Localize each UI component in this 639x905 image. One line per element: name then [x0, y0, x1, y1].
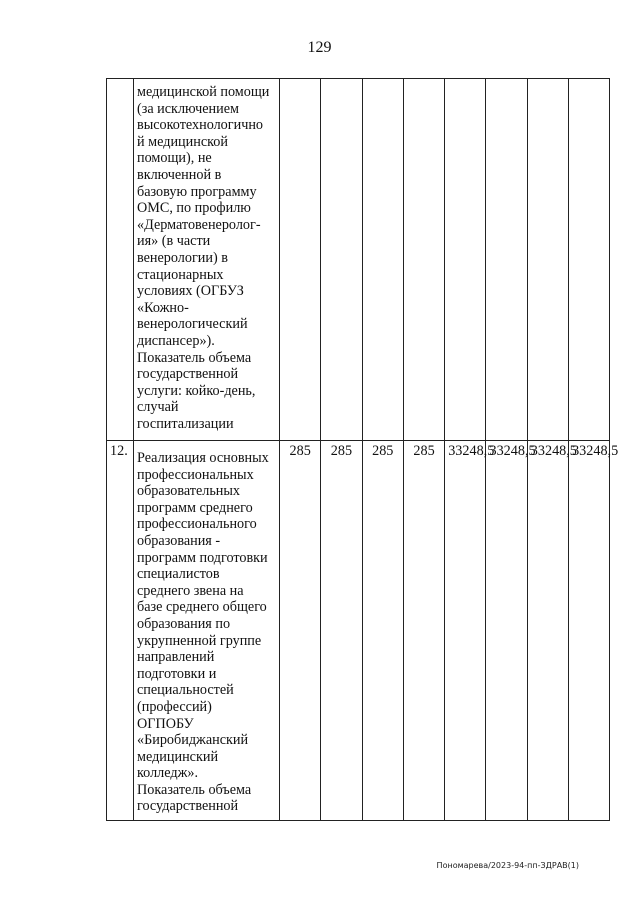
description-line: среднего звена на — [137, 582, 244, 599]
description-line: направлений — [137, 649, 215, 666]
description-line: подготовки и — [137, 665, 217, 682]
description-line: образовательных — [137, 483, 241, 500]
description-line: медицинский — [137, 748, 219, 765]
description-line: (за исключением — [137, 100, 239, 117]
description-line: (профессий) — [137, 698, 212, 715]
row-number — [107, 79, 134, 441]
description-line: государственной — [137, 366, 239, 383]
description-line: венерологический — [137, 316, 248, 333]
value-cell — [569, 79, 610, 441]
value-cell: 33248,5 — [486, 441, 527, 821]
value-cell: 33248,5 — [527, 441, 568, 821]
value-cell: 33248,5 — [445, 441, 486, 821]
row-number: 12. — [107, 441, 134, 821]
value-cell — [403, 79, 444, 441]
value-cell: 285 — [362, 441, 403, 821]
description-line: Показатель объема — [137, 349, 252, 366]
description-line: случай — [137, 399, 179, 416]
value-cell — [362, 79, 403, 441]
description-line: специальностей — [137, 682, 234, 699]
description-line: государственной — [137, 798, 239, 815]
page-number: 129 — [307, 39, 332, 56]
description-line: диспансер»). — [137, 332, 215, 349]
document-footer: Пономарева/2023-94-пп-ЗДРАВ(1) — [436, 861, 579, 870]
description-line: базе среднего общего — [137, 599, 267, 616]
description-line: «Кожно- — [137, 299, 189, 316]
table-row — [107, 441, 610, 821]
description-line: высокотехнологично — [137, 117, 264, 134]
value-cell — [486, 79, 527, 441]
description-line: й медицинской — [137, 133, 228, 150]
description-line: ОМС, по профилю — [137, 200, 251, 217]
description-line: помощи), не — [137, 150, 212, 167]
value-cell — [445, 79, 486, 441]
description-line: образования по — [137, 615, 231, 632]
description-line: стационарных — [137, 266, 224, 283]
description-line: колледж». — [137, 765, 199, 782]
description-line: Показатель объема — [137, 781, 252, 798]
value-cell — [527, 79, 568, 441]
value-cell — [280, 79, 321, 441]
description-line: медицинской помощи — [137, 84, 270, 100]
description-line: программ среднего — [137, 499, 253, 516]
value-cell: 285 — [403, 441, 444, 821]
description-line: укрупненной группе — [137, 632, 262, 649]
description-line: профессионального — [137, 516, 257, 533]
description-line: специалистов — [137, 566, 220, 583]
value-cell: 285 — [321, 441, 362, 821]
description-line: ОГПОБУ — [137, 715, 194, 732]
description-line: программ подготовки — [137, 549, 268, 566]
description-line: «Дерматовенеролог- — [137, 216, 261, 233]
table-row — [107, 79, 610, 441]
description-line: базовую программу — [137, 183, 257, 200]
value-cell — [321, 79, 362, 441]
description-line: ия» (в части — [137, 233, 211, 250]
description-line: услуги: койко-день, — [137, 382, 256, 399]
row-description — [134, 441, 280, 821]
description-line: венерологии) в — [137, 249, 228, 266]
data-table — [106, 78, 619, 821]
description-line: образования - — [137, 532, 221, 549]
description-line: Реализация основных — [137, 450, 269, 466]
value-cell: 33248,5 — [569, 441, 610, 821]
description-line: включенной в — [137, 166, 222, 183]
description-line: «Биробиджанский — [137, 732, 249, 749]
row-description — [134, 79, 280, 441]
description-line: госпитализации — [137, 415, 234, 432]
description-line: условиях (ОГБУЗ — [137, 283, 244, 300]
description-line: профессиональных — [137, 466, 254, 483]
value-cell: 285 — [280, 441, 321, 821]
